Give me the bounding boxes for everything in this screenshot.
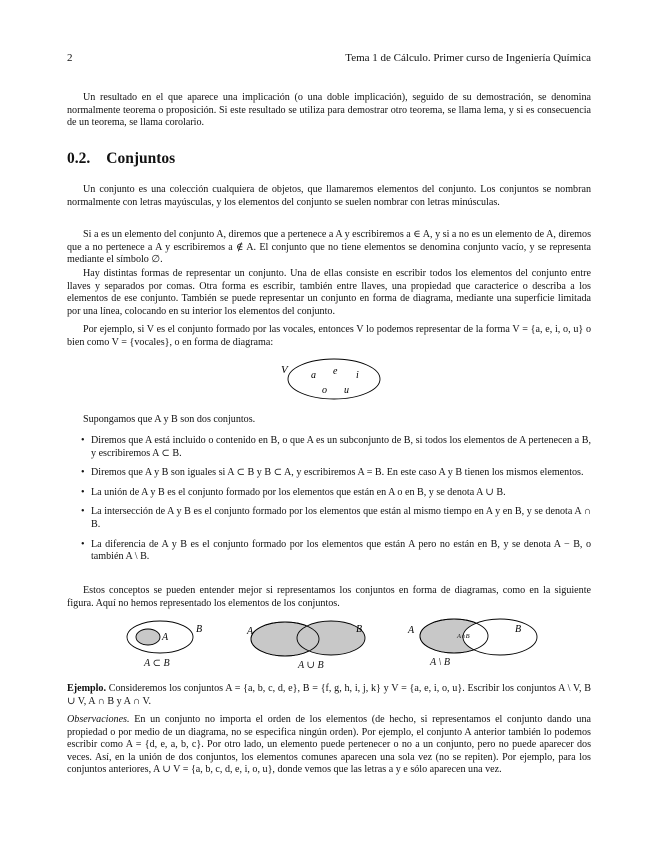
list-item: • Diremos que A y B son iguales si A ⊂ B y B ⊂ A, y escribiremos A = B. En este caso A y B tienen los mismos elementos.	[81, 467, 584, 479]
observations-text: En un conjunto no importa el orden de los elementos (de hecho, si representamos el conjunto dando una propiedad o por medio de un diagrama, no se especifica ningún orden). Por ejemplo, el conjunto A anterior también lo podemos escribir como A = {d, e, a, b, c}. Por otro lado, un elemento puede pertenecer o no a un conjunto, pero no puede aparecer dos veces. Así, en la unión de dos conjuntos, los elementos comunes aparecen una sola vez (no se repiten). Por ejemplo, para los conjuntos anteriores, A ∪ V = {a, b, c, d, e, i, o, u}, donde vemos que las letras a y e sólo aparecen una vez.	[67, 714, 591, 776]
list-item: • La diferencia de A y B es el conjunto formado por los elementos que están A pero no están en B, y se denota A − B, o también A \ B.	[81, 538, 591, 563]
section-heading	[67, 150, 175, 168]
example-label: Ejemplo.	[67, 683, 106, 694]
venn-difference-inner-label: A∩B	[457, 633, 470, 640]
vowel-set-ellipse	[288, 359, 380, 399]
observations-paragraph	[67, 714, 591, 777]
venn-difference-label-b: B	[515, 624, 522, 635]
section-number: 0.2.	[67, 150, 91, 167]
definitions-list	[67, 435, 591, 571]
list-item: • La unión de A y B es el conjunto formado por los elementos que están en A o en B, y se denota A ∪ B.	[81, 486, 506, 498]
intro-paragraph: Un resultado en el que aparece una implicación (o una doble implicación), seguido de su demostración, se denomina normalmente teorema o proposición. Si este resultado se utiliza para demostrar otro teorema, se llama lema, y si es consecuencia de un teorema, se llama corolario.	[67, 92, 591, 129]
venn-subset-caption: A ⊂ B	[144, 658, 170, 669]
vowel-element: a	[311, 370, 316, 381]
venn-difference-label-a: A	[408, 625, 415, 636]
observations-label: Observaciones.	[67, 714, 130, 725]
venn-subset-label-b: B	[196, 624, 203, 635]
vowel-diagram	[270, 356, 390, 402]
list-item: • Diremos que A está incluido o contenido en B, o que A es un subconjunto de B, si todos los elementos de A pertenecen a B, y escribiremos A ⊂ B.	[81, 435, 591, 459]
example-paragraph	[67, 683, 591, 708]
venn-union-label-a: A	[247, 626, 254, 637]
example-text: Consideremos los conjuntos A = {a, b, c, d, e}, B = {f, g, h, i, j, k} y V = {a, e, i, o, u}. Escribir los conjuntos A \ V, B ∪ V, A ∩ B y A ∩ V.	[67, 683, 592, 707]
section-title: Conjuntos	[106, 150, 176, 167]
paragraph-definition: Un conjunto es una colección cualquiera de objetos, que llamaremos elementos del conjunto. Los conjuntos se nombran normalmente con letras mayúsculas, y los elementos del conjunto se suelen nombrar con letras minúsculas.	[67, 184, 591, 208]
venn-subset-a	[136, 629, 160, 645]
venn-subset-label-a: A	[162, 632, 169, 643]
venn-diagrams	[110, 614, 550, 674]
page-number: 2	[67, 52, 73, 64]
vowel-element: e	[333, 366, 338, 377]
venn-difference	[407, 619, 537, 655]
paragraph-diagrams: Estos conceptos se pueden entender mejor si representamos los conjuntos en forma de diagramas, como en la siguiente figura. Aquí no hemos representado los elementos de los conjuntos.	[67, 585, 591, 609]
running-header	[67, 52, 591, 64]
running-title: Tema 1 de Cálculo. Primer curso de Ingeniería Química	[345, 52, 591, 64]
paragraph-suppose: Supongamos que A y B son dos conjuntos.	[83, 414, 256, 425]
list-item: • La intersección de A y B es el conjunto formado por los elementos que están al mismo tiempo en A y en B, y se denota A ∩ B.	[81, 506, 591, 530]
paragraph-representation: Hay distintas formas de representar un conjunto. Una de ellas consiste en escribir todos los elementos del conjunto entre llaves y separados por comas. Otra forma es escribir, también entre llaves, una propiedad que caracterice o describa a los elementos de ese conjunto. También se puede representar un conjunto en forma de diagrama, mediante una superficie limitada por una línea, colocando en su interior los elementos del conjunto.	[67, 268, 591, 317]
paragraph-membership: Si a es un elemento del conjunto A, diremos que a pertenece a A y escribiremos a ∈ A, y si a no es un elemento de A, diremos que a no pertenece a A y escribiremos a ∉ A. El conjunto que no tiene elementos se denomina conjunto vacío, y se representa mediante el símbolo ∅.	[67, 229, 591, 266]
vowel-set-label: V	[281, 364, 288, 376]
paragraph-vowels-example: Por ejemplo, si V es el conjunto formado por las vocales, entonces V lo podemos representar de la forma V = {a, e, i, o, u} o bien como V = {vocales}, o en forma de diagrama:	[67, 324, 591, 348]
venn-union	[246, 621, 365, 656]
venn-subset	[127, 621, 202, 653]
vowel-element: u	[344, 385, 349, 396]
vowel-element: o	[322, 385, 327, 396]
venn-difference-caption: A \ B	[430, 657, 451, 668]
venn-union-label-b: B	[356, 624, 363, 635]
venn-union-caption: A ∪ B	[298, 660, 324, 671]
vowel-element: i	[356, 370, 359, 381]
